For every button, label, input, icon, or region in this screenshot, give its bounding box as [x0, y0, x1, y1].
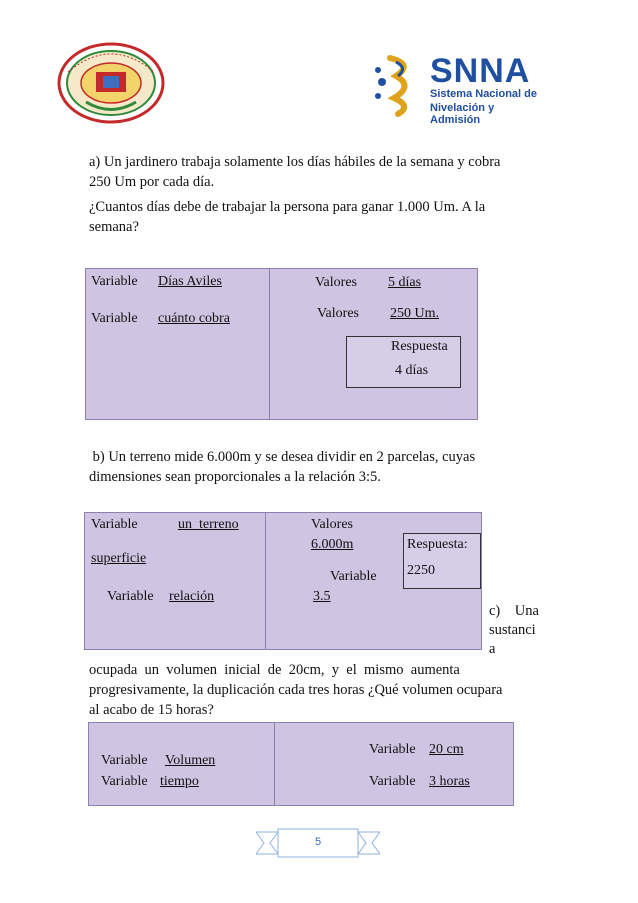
answer-label: Respuesta: [407, 537, 468, 552]
problem-a-question-line2: semana? [89, 219, 139, 235]
problem-b-table [84, 512, 482, 650]
problem-c-side-line3: a [489, 641, 496, 657]
snna-emblem-icon [368, 52, 428, 118]
variable-value: 20 cm [429, 742, 464, 757]
problem-a-line2: 250 Um por cada día. [89, 174, 215, 190]
problem-c-table [88, 722, 514, 806]
variable-value: 3 horas [429, 774, 470, 789]
variable-value-continued: superficie [91, 551, 147, 566]
problem-a-line1: a) Un jardinero trabaja solamente los días hábiles de la semana y cobra [89, 154, 501, 170]
table-divider [269, 269, 270, 419]
variable-label: Variable [101, 753, 148, 768]
variable-label: Variable [369, 774, 416, 789]
variable-label: Variable [369, 742, 416, 757]
snna-name-line1: Sistema Nacional de [430, 88, 537, 100]
answer-box [346, 336, 461, 388]
problem-b-line1: b) Un terreno mide 6.000m y se desea dividir en 2 parcelas, cuyas [89, 449, 476, 465]
answer-label: Respuesta [391, 339, 448, 354]
variable-label: Variable [101, 774, 148, 789]
problem-c-line2: progresivamente, la duplicación cada tres horas ¿Qué volumen ocupara [89, 682, 503, 698]
problem-c-side-text [489, 602, 549, 659]
variable-label: Variable [91, 311, 138, 326]
answer-value: 2250 [407, 563, 435, 578]
values-label: Variable [330, 569, 377, 584]
variable-value: tiempo [160, 774, 199, 789]
values-label: Valores [315, 275, 357, 290]
problem-a-table [85, 268, 478, 420]
problem-c-line1: ocupada un volumen inicial de 20cm, y el mismo aumenta [89, 662, 460, 678]
answer-value: 4 días [395, 363, 429, 378]
page-number-badge [256, 828, 380, 858]
variable-value: cuánto cobra [158, 311, 230, 326]
problem-a-text [89, 152, 549, 237]
problem-c-line3: al acabo de 15 horas? [89, 702, 214, 718]
problem-c-text [89, 660, 549, 720]
problem-b-text [89, 447, 549, 487]
problem-b-line2: dimensiones sean proporcionales a la relación 3:5. [89, 469, 381, 485]
values-label: Valores [317, 306, 359, 321]
school-seal-logo [56, 42, 166, 124]
snna-logo [368, 52, 538, 126]
values-value: 3.5 [313, 589, 331, 604]
variable-value: relación [169, 589, 215, 604]
snna-acronym: SNNA [430, 52, 531, 90]
snna-name-line2: Nivelación y Admisión [430, 102, 495, 126]
variable-value: Volumen [165, 753, 216, 768]
answer-box [403, 533, 481, 589]
values-value: 6.000m [311, 537, 354, 552]
problem-c-side-line1: c) Una [489, 603, 539, 619]
variable-label: Variable [91, 274, 138, 289]
page-number: 5 [314, 836, 322, 848]
variable-value: Días Aviles [158, 274, 222, 289]
problem-a-question-line1: ¿Cuantos días debe de trabajar la persona para ganar 1.000 Um. A la [89, 199, 486, 215]
values-label: Valores [311, 517, 353, 532]
problem-c-side-line2: sustanci [489, 622, 536, 638]
variable-value: un terreno [178, 517, 239, 532]
table-divider [274, 723, 275, 805]
values-value: 5 días [388, 275, 422, 290]
values-value: 250 Um. [390, 306, 439, 321]
variable-label: Variable [107, 589, 154, 604]
table-divider [265, 513, 266, 649]
variable-label: Variable [91, 517, 138, 532]
